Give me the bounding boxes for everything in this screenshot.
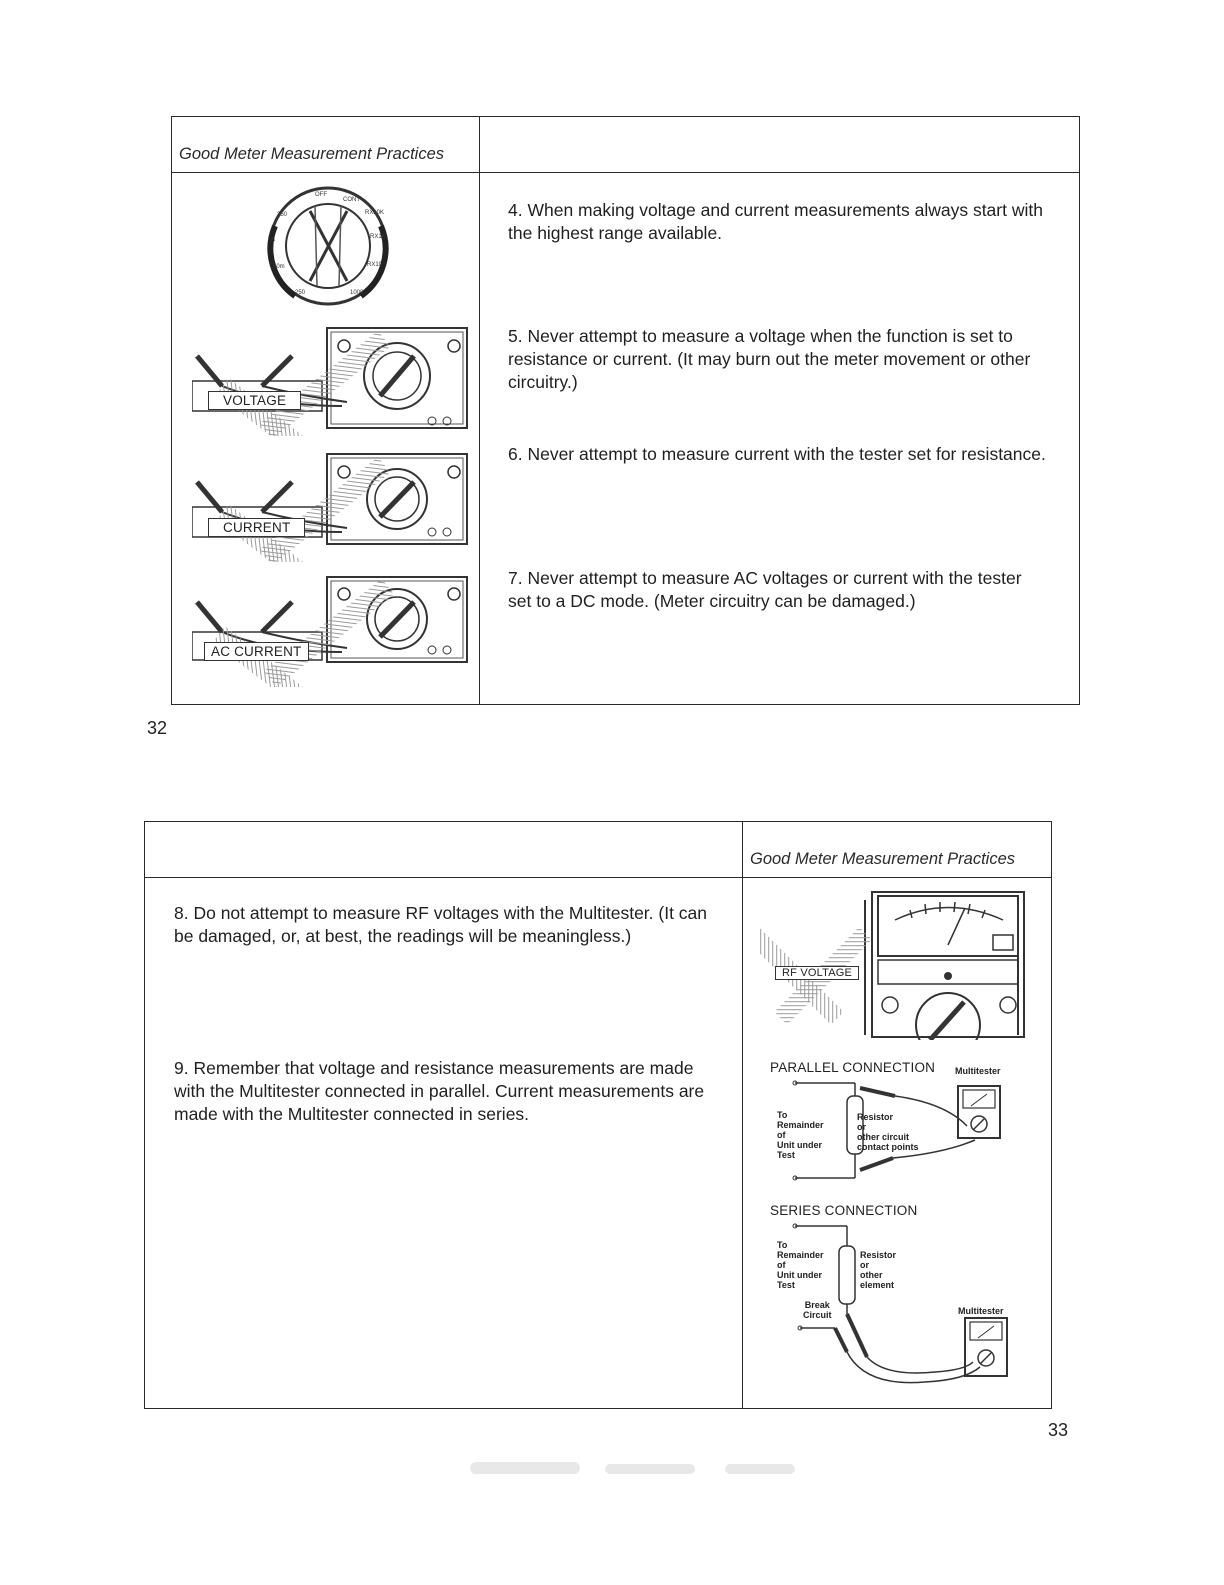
practice-item-6: 6. Never attempt to measure current with the tester set for resistance. [508, 444, 1046, 464]
svg-text:A: A [271, 237, 276, 243]
scan-smudge [725, 1464, 795, 1474]
top-header-divider [171, 172, 1080, 173]
series-left-label: To Remainder of Unit under Test [777, 1240, 824, 1290]
series-meter-label: Multitester [958, 1306, 1004, 1316]
scan-smudge [605, 1464, 695, 1474]
top-header-title: Good Meter Measurement Practices [179, 145, 445, 163]
practice-item-8: 8. Do not attempt to measure RF voltages with the Multitester. (It can be damaged, or, at best, the readings will be meaningless.) [174, 903, 708, 946]
rf-voltage-figure [760, 890, 1030, 1040]
svg-text:1000: 1000 [350, 290, 364, 296]
svg-text:OFF: OFF [315, 192, 327, 198]
svg-text:RX1K: RX1K [370, 234, 386, 240]
bottom-header-divider [144, 877, 1052, 878]
svg-text:RX10K: RX10K [365, 210, 385, 216]
svg-text:50m: 50m [273, 264, 285, 270]
svg-text:CONT: CONT [343, 197, 360, 203]
svg-text:RX10: RX10 [367, 262, 383, 268]
voltage-label: VOLTAGE [208, 391, 301, 410]
scan-smudge [470, 1462, 580, 1474]
voltage-warning-figure [192, 326, 477, 436]
series-connection-title: SERIES CONNECTION [770, 1203, 918, 1218]
ac-current-label: AC CURRENT [204, 642, 309, 661]
parallel-left-label: To Remainder of Unit under Test [777, 1110, 824, 1160]
svg-text:250: 250 [295, 290, 306, 296]
page-number-33: 33 [1048, 1420, 1069, 1440]
parallel-meter-label: Multitester [955, 1066, 1001, 1076]
practice-item-4: 4. When making voltage and current measurements always start with the highest range available. [508, 200, 1043, 243]
series-break-label: Break Circuit [803, 1300, 832, 1320]
series-right-label: Resistor or other element [860, 1250, 897, 1290]
svg-text:250: 250 [277, 212, 288, 218]
practice-item-5: 5. Never attempt to measure a voltage when the function is set to resistance or current. (It may burn out the meter movement or other circuitry.) [508, 326, 1031, 392]
top-column-divider [479, 116, 480, 705]
practice-item-9: 9. Remember that voltage and resistance measurements are made with the Multitester connected in parallel. Current measurements are made with the Multitester connected in series. [174, 1058, 705, 1124]
practice-item-7: 7. Never attempt to measure AC voltages or current with the tester set to a DC mode. (Meter circuitry can be damaged.) [508, 568, 1022, 611]
rf-voltage-label: RF VOLTAGE [775, 966, 859, 980]
parallel-right-label: Resistor or other circuit contact points [857, 1112, 919, 1152]
bottom-header-title: Good Meter Measurement Practices [750, 850, 1016, 868]
ac-current-warning-figure [192, 572, 477, 687]
current-warning-figure [192, 452, 477, 562]
page-number-32: 32 [147, 718, 168, 738]
range-dial-figure [255, 186, 405, 311]
current-label: CURRENT [208, 518, 305, 537]
bottom-column-divider [742, 821, 743, 1409]
parallel-connection-title: PARALLEL CONNECTION [770, 1060, 936, 1075]
